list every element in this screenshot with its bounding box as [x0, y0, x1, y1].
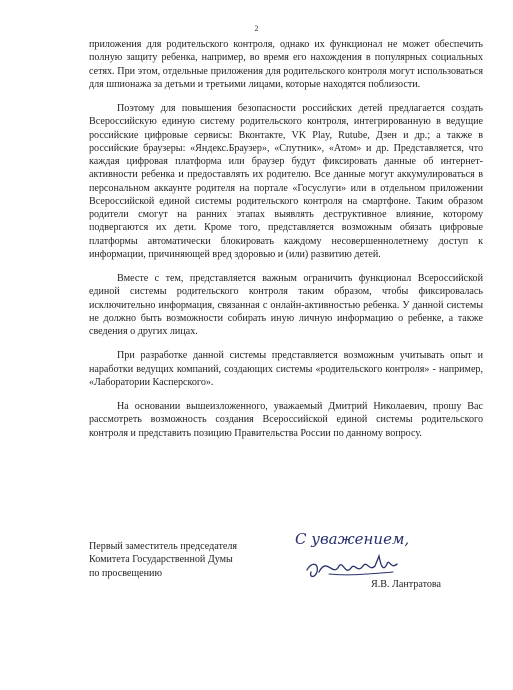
paragraph-1: приложения для родительского контроля, однако их функционал не может обеспечить полную защиту ребенка, например, во время его нахождения в популярных социальных сетях. При этом, отдельные приложения для родительского контроля могут использоваться для шпионажа за детьми и третьими лицами, которые находятся поблизости.: [89, 39, 483, 90]
handwritten-greeting: С уважением,: [295, 530, 409, 548]
paragraph-3: Вместе с тем, представляется важным ограничить функционал Всероссийской единой системы родительского контроля таким образом, чтобы фиксировалась исключительно информация, связанная с онлайн-активностью ребенка. У данной системы не должно быть возможности собирать иную личную информацию о ребенке, а также сведения о других лицах.: [89, 273, 483, 337]
signatory-title-line-3: по просвещению: [89, 567, 162, 579]
letter-body: [89, 38, 483, 451]
signatory-title-line-2: Комитета Государственной Думы: [89, 554, 233, 566]
signatory-title-line-1: Первый заместитель председателя: [89, 541, 238, 552]
signature-block: [89, 530, 489, 590]
page-number: 2: [254, 24, 259, 33]
paragraph-4: При разработке данной системы представляется возможным учитывать опыт и наработки ведущих компаний, создающих системы «родительского контроля» - например, «Лаборатории Касперского».: [89, 350, 483, 388]
paragraph-2: Поэтому для повышения безопасности российских детей предлагается создать Всероссийскую единую систему родительского контроля, интегрированную в ведущие российские цифровые сервисы: Вконтакте, VK Play, Rutube, Дзен и др.; а также в российские браузеры: «Яндекс.Браузер», «Спутник», «Атом» и др. Представляется, что каждая цифровая платформа или браузер будут фиксировать данные об интернет-активности ребенка и предоставлять их родителю. Все данные могут аккумулироваться в персональном аккаунте родителя на портале «Госуслуги» или в отдельном приложении Всероссийской единой системы родительского контроля на смартфоне. Таким образом родители смогут на ранних этапах выявлять деструктивное влияние, которому подвергаются их дети. Кроме того, представляется возможным обязать цифровые платформы автоматически блокировать каждому несовершеннолетнему доступ к информации, причиняющей вред здоровью и (или) развитию детей.: [89, 103, 483, 260]
paragraph-5: На основании вышеизложенного, уважаемый Дмитрий Николаевич, прошу Вас рассмотреть возможность создания Всероссийской единой системы родительского контроля и представить позицию Правительства России по данному вопросу.: [89, 401, 483, 439]
signatory-name: Я.В. Лантратова: [371, 579, 442, 590]
